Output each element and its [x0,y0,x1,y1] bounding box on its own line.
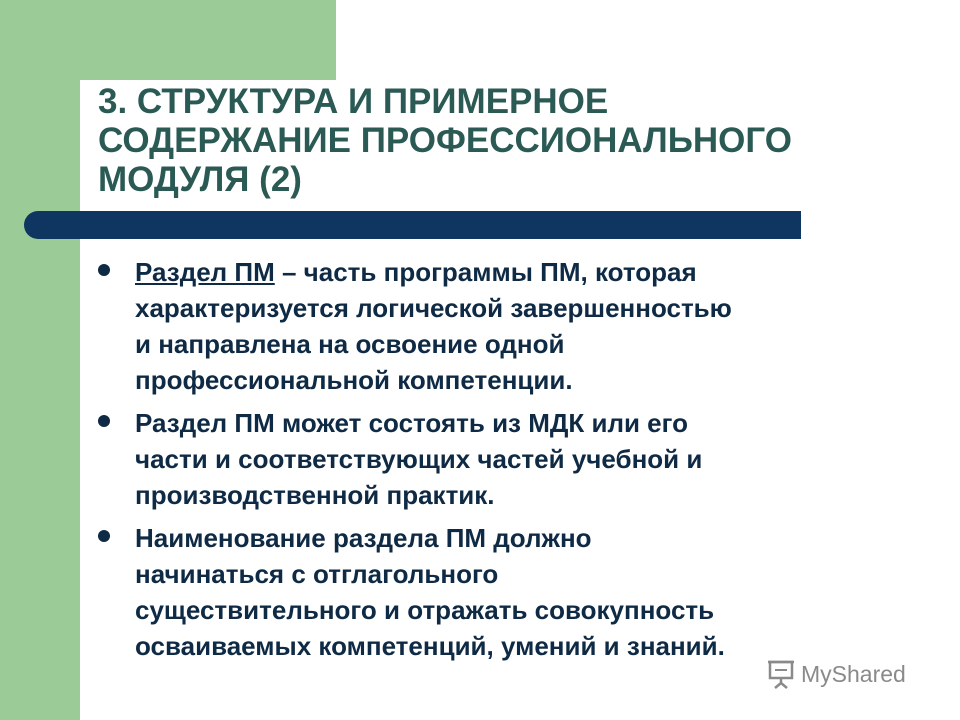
bullet-list [98,254,898,671]
bullet-dot-icon [98,415,110,427]
green-side-band [0,0,80,720]
title-line-3: МОДУЛЯ (2) [98,160,302,199]
green-top-band [80,0,336,80]
bullet-2-line-3: производственной практик. [135,480,495,510]
bullet-item-2 [98,405,898,513]
bullet-item-1 [98,254,898,398]
bullet-1-line-4: профессиональной компетенции. [135,365,573,395]
watermark-text: MyShared [801,660,906,687]
bullet-dot-icon [98,264,110,276]
bullet-3-line-2: начинаться с отглагольного [135,559,499,589]
bullet-1-line-1 [135,254,898,290]
bullet-3-line-4: осваиваемых компетенций, умений и знаний. [135,631,725,661]
bullet-item-3 [98,520,898,664]
title-line-2: СОДЕРЖАНИЕ ПРОФЕССИОНАЛЬНОГО [98,121,792,160]
title-divider-bar [24,211,801,239]
bullet-1-line-2: характеризуется логической завершенностью [135,293,732,323]
bullet-1-line-3: и направлена на освоение одной [135,329,565,359]
presentation-board-icon [767,659,795,689]
bullet-1-line-1-rest: – часть программы ПМ, которая [274,257,697,287]
bullet-2-line-2: части и соответствующих частей учебной и [135,444,703,474]
term-razdel-pm: Раздел ПМ [135,257,275,287]
bullet-3-line-1: Наименование раздела ПМ должно [135,523,592,553]
slide-title [98,82,898,199]
title-line-1: 3. СТРУКТУРА И ПРИМЕРНОЕ [98,82,609,121]
myshared-watermark [767,656,906,692]
bullet-2-line-1: Раздел ПМ может состоять из МДК или его [135,408,689,438]
bullet-3-line-3: существительного и отражать совокупность [135,595,715,625]
bullet-dot-icon [98,530,110,542]
